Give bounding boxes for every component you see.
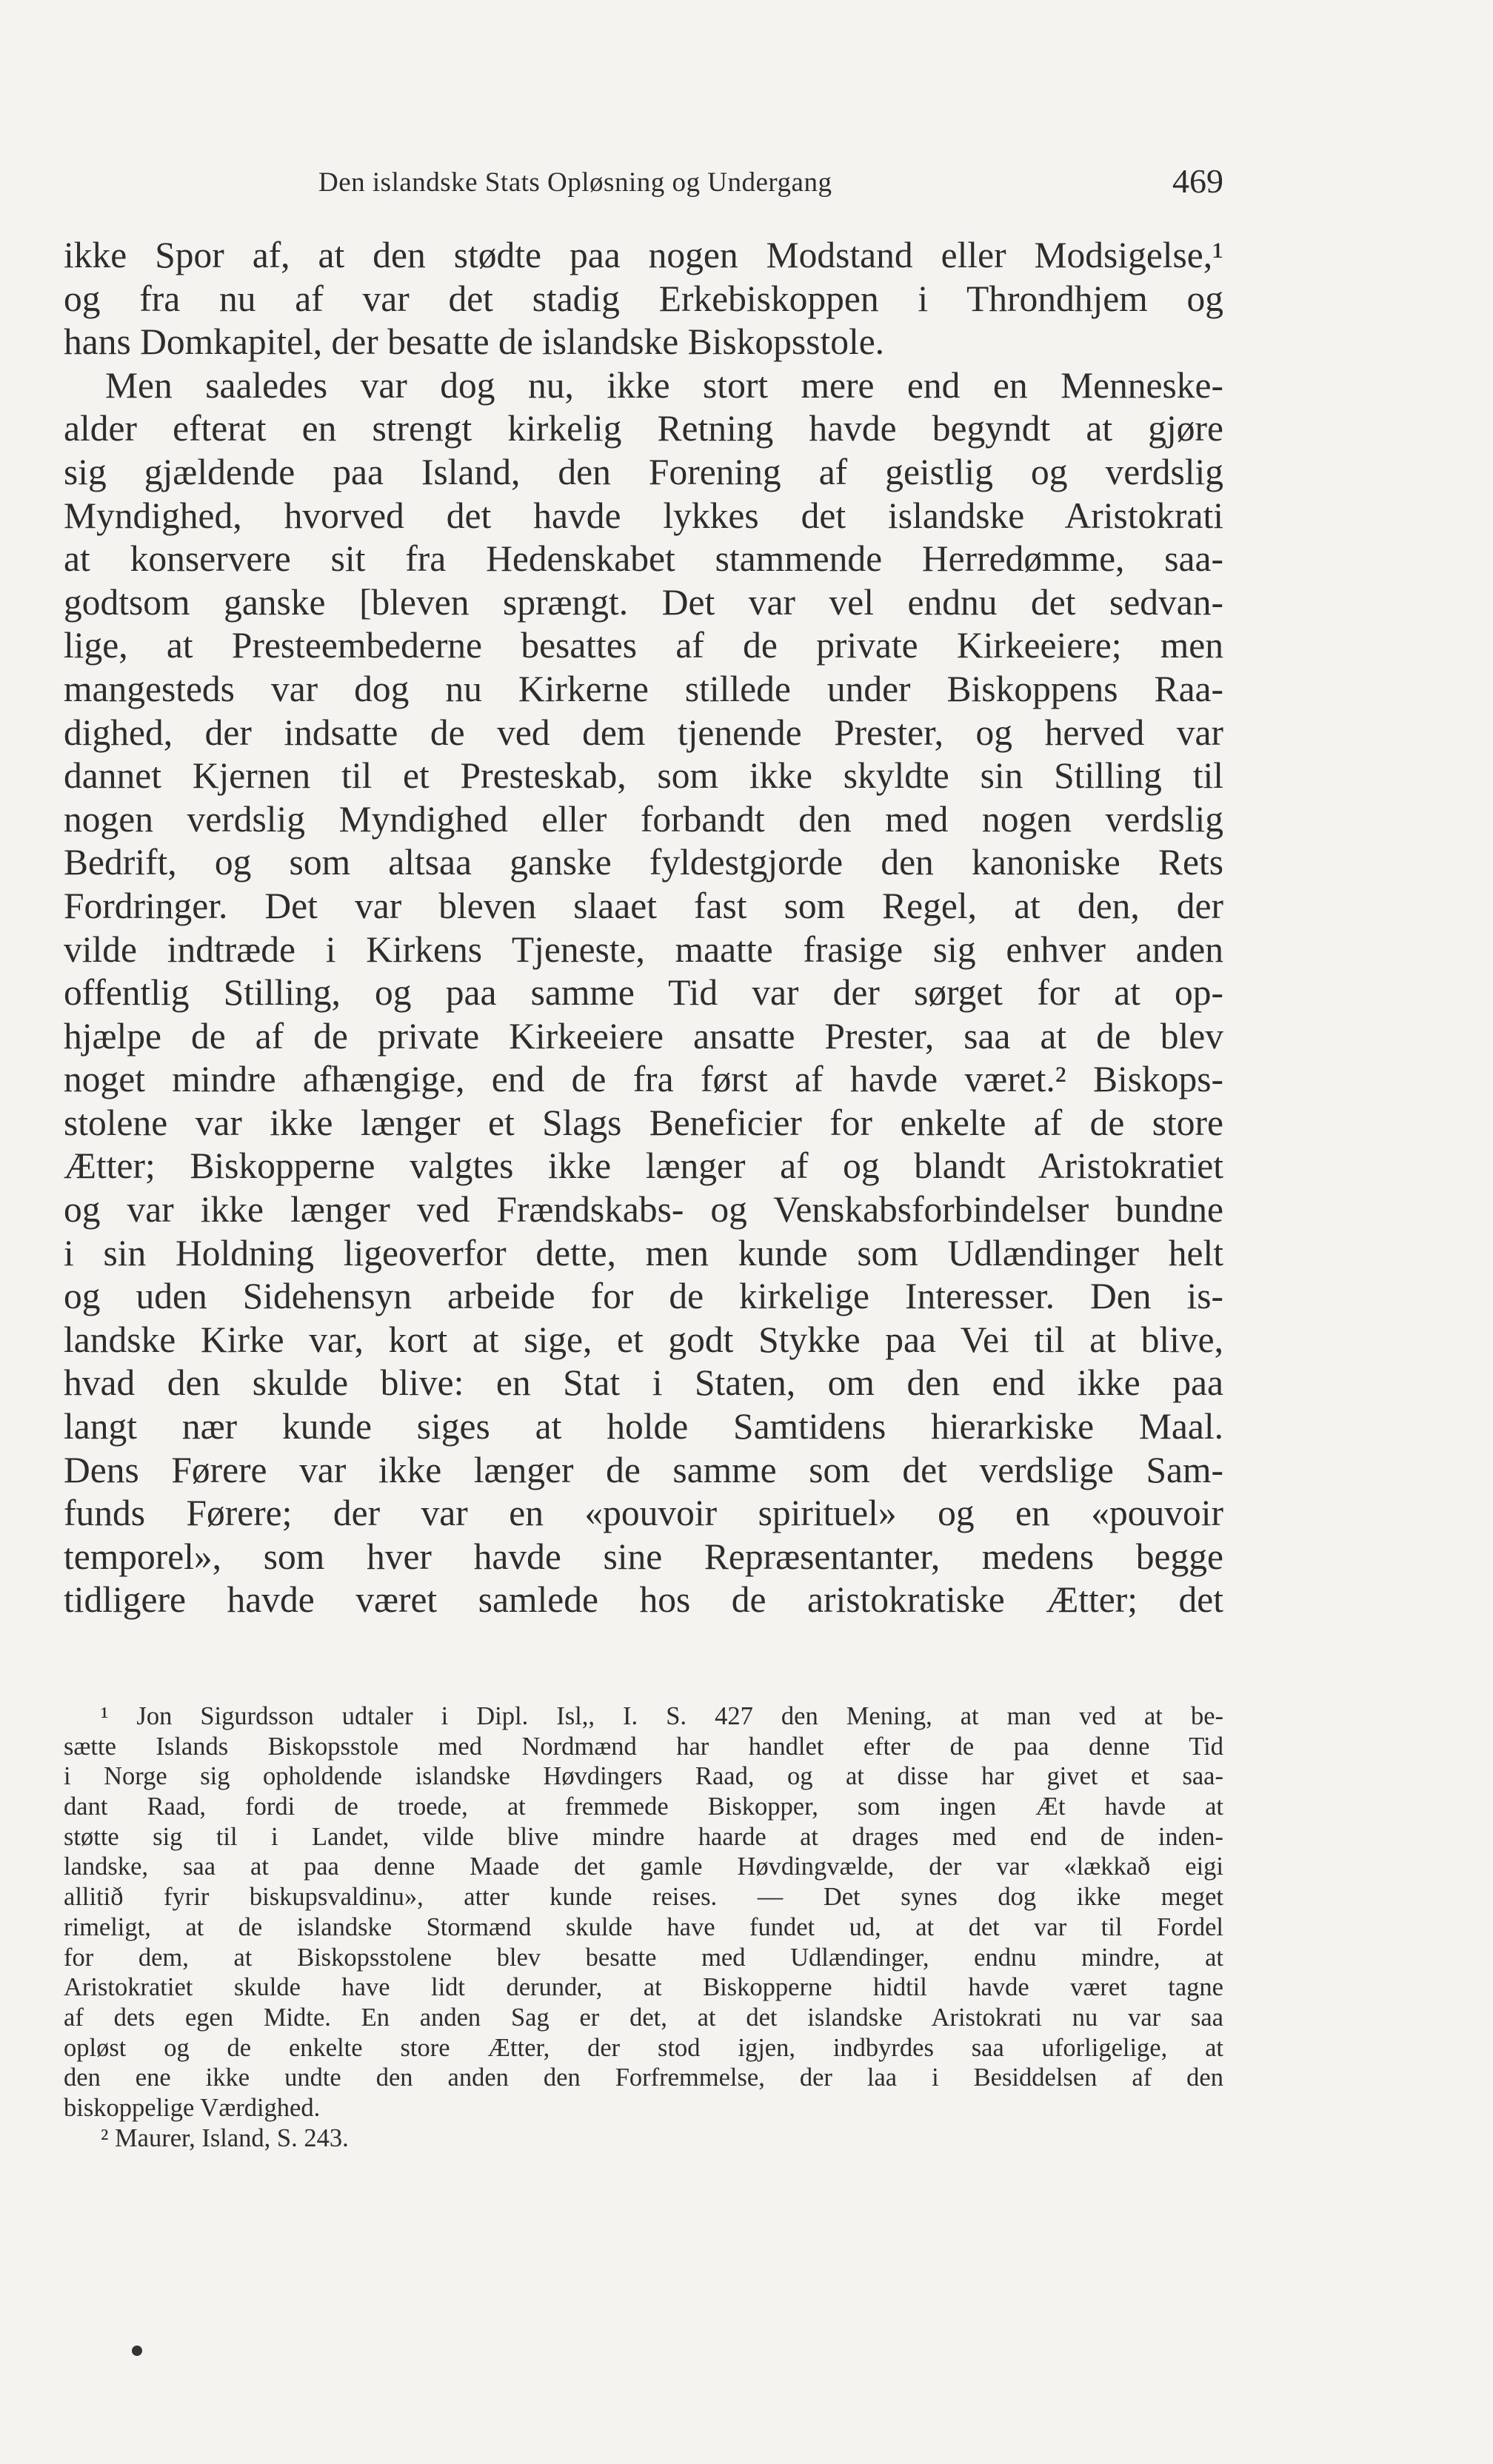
- footnote-1-line: i Norge sig opholdende islandske Høvdingers Raad, og at disse har givet et saa-: [64, 1762, 1223, 1791]
- body-line: hjælpe de af de private Kirkeeiere ansatte Prester, saa at de blev: [64, 1015, 1223, 1057]
- body-line: landske Kirke var, kort at sige, et godt Stykke paa Vei til at blive,: [64, 1319, 1223, 1360]
- body-line: Dens Førere var ikke længer de samme som det verdslige Sam-: [64, 1449, 1223, 1490]
- body-line: godtsom ganske [bleven sprængt. Det var vel endnu det sedvan-: [64, 581, 1223, 623]
- footnote-1-line: Aristokratiet skulde have lidt derunder, at Biskopperne hidtil havde været tagne: [64, 1973, 1223, 2002]
- body-line: noget mindre afhængige, end de fra først af havde været.² Biskops-: [64, 1059, 1223, 1100]
- footnote-1-line: allitið fyrir biskupsvaldinu», atter kunde reises. — Det synes dog ikke meget: [64, 1883, 1223, 1912]
- footnote-1-line: dant Raad, fordi de troede, at fremmede Biskopper, som ingen Æt havde at: [64, 1792, 1223, 1821]
- body-line: og var ikke længer ved Frændskabs- og Venskabsforbindelser bundne: [64, 1189, 1223, 1231]
- footnote-1-line: støtte sig til i Landet, vilde blive mindre haarde at drages med end de inden-: [64, 1822, 1223, 1851]
- body-line: at konservere sit fra Hedenskabet stammende Herredømme, saa-: [64, 538, 1223, 580]
- running-header: Den islandske Stats Opløsning og Undergang: [318, 167, 832, 198]
- footnote-1-line: ¹ Jon Sigurdsson udtaler i Dipl. Isl,, I. S. 427 den Mening, at man ved at be-: [101, 1702, 1223, 1730]
- body-line: sig gjældende paa Island, den Forening af geistlig og verdslig: [64, 451, 1223, 492]
- body-line: langt nær kunde siges at holde Samtidens hierarkiske Maal.: [64, 1406, 1223, 1447]
- body-line: Bedrift, og som altsaa ganske fyldestgjorde den kanoniske Rets: [64, 842, 1223, 883]
- body-line: og fra nu af var det stadig Erkebiskoppen i Throndhjem og: [64, 278, 1223, 319]
- footnote-1-line: af dets egen Midte. En anden Sag er det, at det islandske Aristokrati nu var saa: [64, 2003, 1223, 2032]
- footnote-1-line: rimeligt, at de islandske Stormænd skulde have fundet ud, at det var til Fordel: [64, 1912, 1223, 1941]
- body-line: nogen verdslig Myndighed eller forbandt den med nogen verdslig: [64, 798, 1223, 840]
- body-line: vilde indtræde i Kirkens Tjeneste, maatte frasige sig enhver anden: [64, 928, 1223, 970]
- body-line: funds Førere; der var en «pouvoir spirituel» og en «pouvoir: [64, 1493, 1223, 1534]
- footnotes: [64, 1701, 1223, 2153]
- footnote-1-line: sætte Islands Biskopsstole med Nordmænd har handlet efter de paa denne Tid: [64, 1732, 1223, 1761]
- body-line: offentlig Stilling, og paa samme Tid var der sørget for at op-: [64, 972, 1223, 1014]
- body-line: dighed, der indsatte de ved dem tjenende Prester, og herved var: [64, 712, 1223, 753]
- footnote-1-line: for dem, at Biskopsstolene blev besatte med Udlændinger, endnu mindre, at: [64, 1943, 1223, 1972]
- page-number: 469: [1172, 162, 1223, 200]
- body-line: Ætter; Biskopperne valgtes ikke længer af og blandt Aristokratiet: [64, 1145, 1223, 1187]
- body-line: Fordringer. Det var bleven slaaet fast som Regel, at den, der: [64, 885, 1223, 926]
- body-line: mangesteds var dog nu Kirkerne stillede under Biskoppens Raa-: [64, 668, 1223, 709]
- body-line: i sin Holdning ligeoverfor dette, men kunde som Udlændinger helt: [64, 1232, 1223, 1273]
- footnote-1-line: den ene ikke undte den anden den Forfremmelse, der laa i Besiddelsen af den: [64, 2063, 1223, 2092]
- body-line: ikke Spor af, at den stødte paa nogen Modstand eller Modsigelse,¹: [64, 235, 1223, 275]
- body-line: temporel», som hver havde sine Repræsentanter, medens begge: [64, 1536, 1223, 1577]
- body-line: Myndighed, hvorved det havde lykkes det islandske Aristokrati: [64, 495, 1223, 536]
- footnote-1-line: biskoppelige Værdighed.: [64, 2093, 321, 2122]
- footnote-2: ² Maurer, Island, S. 243.: [101, 2123, 349, 2152]
- body-text: [64, 234, 1223, 1622]
- body-line: stolene var ikke længer et Slags Beneficier for enkelte af de store: [64, 1102, 1223, 1143]
- body-line: hans Domkapitel, der besatte de islandske Biskopsstole.: [64, 321, 885, 363]
- body-line: dannet Kjernen til et Presteskab, som ikke skyldte sin Stilling til: [64, 755, 1223, 797]
- footnote-1-line: opløst og de enkelte store Ætter, der stod igjen, indbyrdes saa uforligelige, at: [64, 2033, 1223, 2062]
- body-line: hvad den skulde blive: en Stat i Staten, om den end ikke paa: [64, 1362, 1223, 1404]
- body-line: Men saaledes var dog nu, ikke stort mere end en Menneske-: [105, 364, 1223, 406]
- footnote-1-line: landske, saa at paa denne Maade det gamle Høvdingvælde, der var «lækkað eigi: [64, 1852, 1223, 1881]
- body-line: tidligere havde været samlede hos de aristokratiske Ætter; det: [64, 1579, 1223, 1621]
- body-line: lige, at Presteembederne besattes af de private Kirkeeiere; men: [64, 625, 1223, 666]
- body-line: og uden Sidehensyn arbeide for de kirkelige Interesser. Den is-: [64, 1276, 1223, 1317]
- body-line: alder efterat en strengt kirkelig Retning havde begyndt at gjøre: [64, 408, 1223, 449]
- ink-dot: [132, 2346, 142, 2356]
